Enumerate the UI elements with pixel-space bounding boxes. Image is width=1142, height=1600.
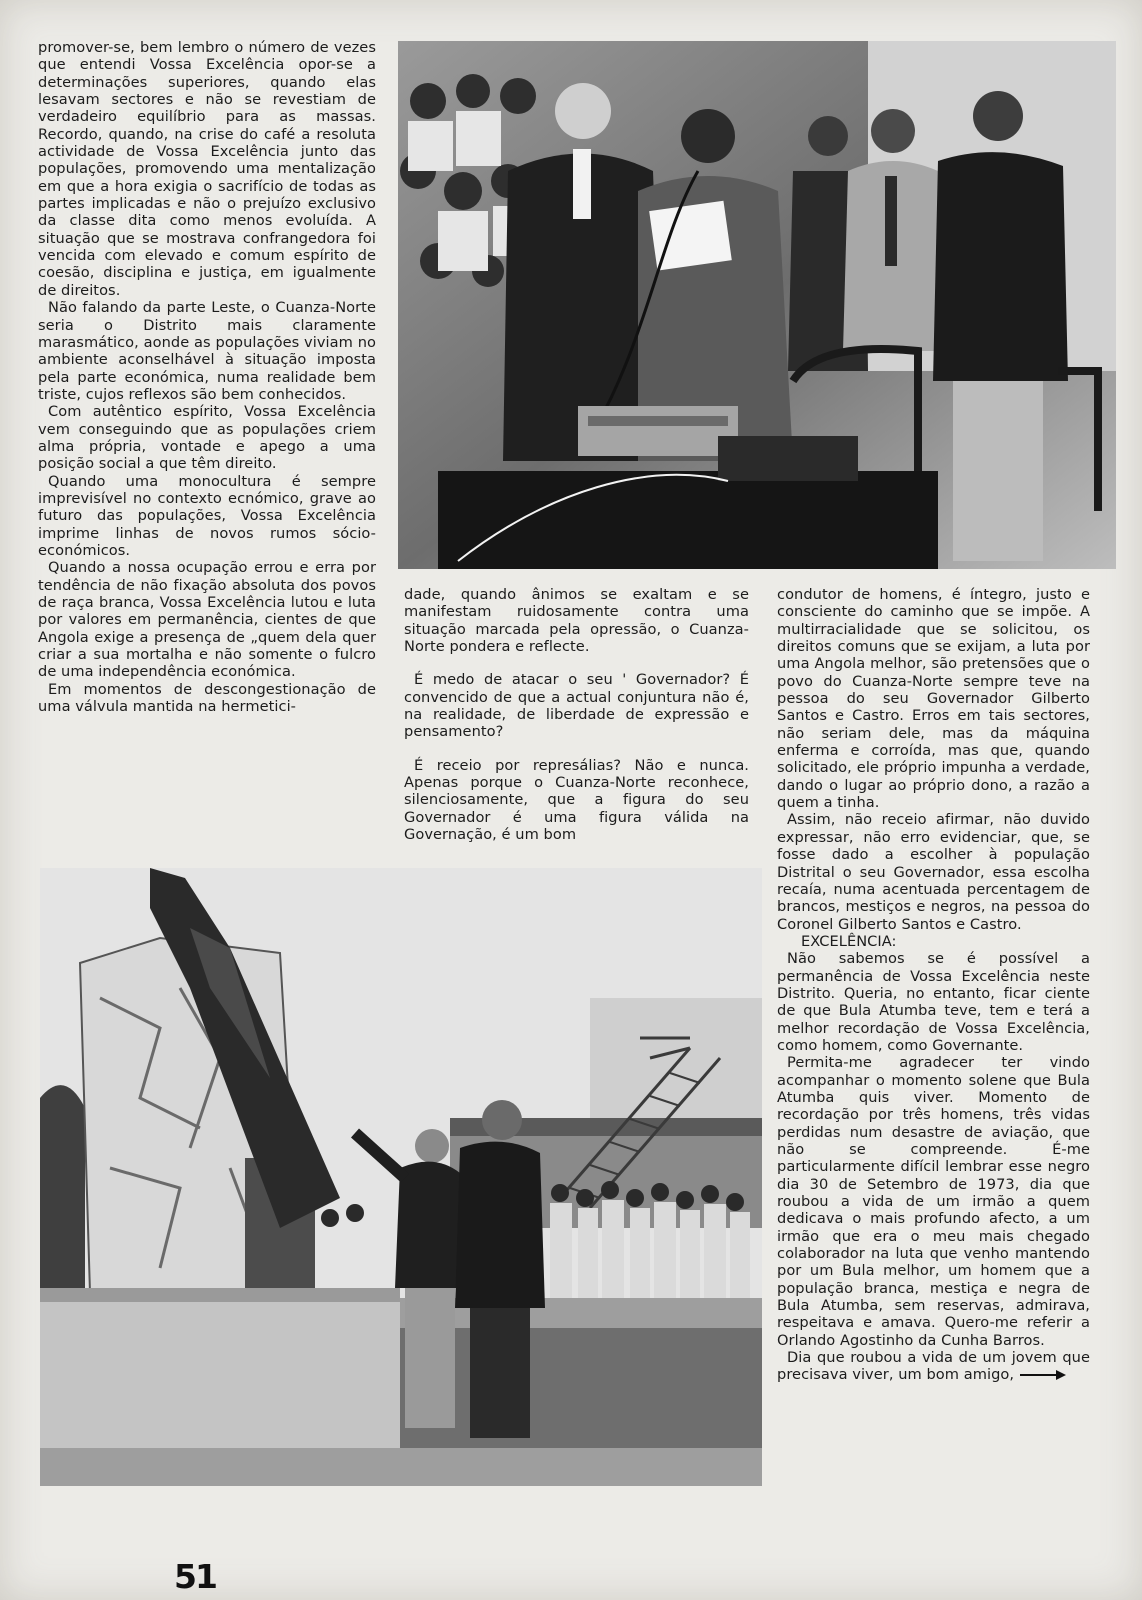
page-number: 51 (174, 1557, 216, 1596)
ceremony-photo (398, 41, 1116, 569)
section-heading: EXCELÊNCIA: (801, 932, 897, 950)
paragraph (777, 1349, 1090, 1384)
monument-illustration (40, 868, 762, 1486)
paragraph: Não falando da parte Leste, o Cuanza-Norte seria o Distrito mais claramente marasmático, aonde as populações viviam no ambiente aconselhável à situação imposta pela parte económica, numa realidade bem triste, cujos reflexos são bem conhecidos. (38, 299, 376, 403)
middle-text-column (404, 586, 749, 859)
paragraph: É medo de atacar o seu ' Governador? É convencido de que a actual conjuntura não é, na realidade, de liberdade de expressão e pensamento? (404, 671, 749, 741)
paragraph: dade, quando ânimos se exaltam e se manifestam ruidosamente contra uma situação marcada pela opressão, o Cuanza-Norte pondera e reflecte. (404, 586, 749, 656)
paragraph: Não sabemos se é possível a permanência de Vossa Excelência neste Distrito. Queria, no entanto, ficar ciente de que Bula Atumba teve, tem e terá a melhor recordação de Vossa Excelência, como homem, como Governante. (777, 950, 1090, 1054)
paragraph: condutor de homens, é íntegro, justo e consciente do caminho que se impõe. A multirracialidade que se solicitou, os direitos comuns que se exijam, a luta por uma Angola melhor, são pretensões que o povo do Cuanza-Norte sempre teve na pessoa do seu Governador Gilberto Santos e Castro. Erros em tais sectores, não seriam dele, mas da máquina enferma e corroída, mas que, quando solicitado, ele próprio impunha a verdade, dando o lugar ao próprio dono, a razão a quem a tinha. (777, 586, 1090, 812)
paragraph: Assim, não receio afirmar, não duvido expressar, não erro evidenciar, que, se fosse dado a escolher à população Distrital o seu Governador, essa escolha recaía, numa acentuada percentagem de brancos, mestiços e negros, na pessoa do Coronel Gilberto Santos e Castro. (777, 811, 1090, 933)
paragraph: Quando a nossa ocupação errou e erra por tendência de não fixação absoluta dos povos de raça branca, Vossa Excelência lutou e luta por valores em permanência, cientes de que Angola exige a presença de „quem dela quer criar a sua mortalha e não somente o fulcro de uma independência económica. (38, 559, 376, 681)
arrow-right-icon (1020, 1370, 1066, 1380)
paragraph: Com autêntico espírito, Vossa Excelência vem conseguindo que as populações criem alma própria, vontade e apego a uma posição social a que têm direito. (38, 403, 376, 473)
paragraph: Em momentos de descongestionação de uma válvula mantida na hermetici- (38, 680, 376, 716)
paragraph: É receio por represálias? Não e nunca. Apenas porque o Cuanza-Norte reconhece, silenciosamente, que a figura do seu Governador é uma figura válida na Governação, é um bom (404, 756, 749, 844)
paragraph: Permita-me agradecer ter vindo acompanhar o momento solene que Bula Atumba quis viver. Momento de recordação por três homens, três vidas perdidas num desastre de aviação, que não se compreende. É-me particularmente difícil lembrar esse negro dia 30 de Setembro de 1973, dia que roubou a vida de um irmão a quem dedicava o mais profundo afecto, a um irmão que era o meu mais chegado colaborador na luta que venho mantendo por um Bula melhor, um homem que a população branca, mestiça e negra de Bula Atumba, sem reservas, admirava, respeitava e amava. Quero-me referir a Orlando Agostinho da Cunha Barros. (777, 1054, 1090, 1349)
paragraph: Quando uma monocultura é sempre imprevisível no contexto ecnómico, grave ao futuro das populações, Vossa Excelência imprime linhas de novos rumos sócio-económicos. (38, 472, 376, 559)
ceremony-illustration (398, 41, 1116, 569)
left-text-column (38, 39, 376, 715)
closing-line: Dia que roubou a vida de um jovem que precisava viver, um bom amigo, (777, 1349, 1090, 1384)
monument-photo (40, 868, 762, 1486)
right-text-column (777, 586, 1090, 1384)
paragraph: promover-se, bem lembro o número de vezes que entendi Vossa Excelência opor-se a determinações superiores, quando elas lesavam sectores e não se revestiam de verdadeiro equilíbrio para as massas. Recordo, quando, na crise do café a resoluta actividade de Vossa Excelência junto das populações, promovendo uma mentalização em que a hora exigia o sacrifício de todas as partes implicadas e não o prejuízo exclusivo da classe dita como menos evoluída. A situação que se mostrava confrangedora foi vencida com elevado e comum espírito de coesão, disciplina e justiça, em igualmente de direitos. (38, 39, 376, 299)
